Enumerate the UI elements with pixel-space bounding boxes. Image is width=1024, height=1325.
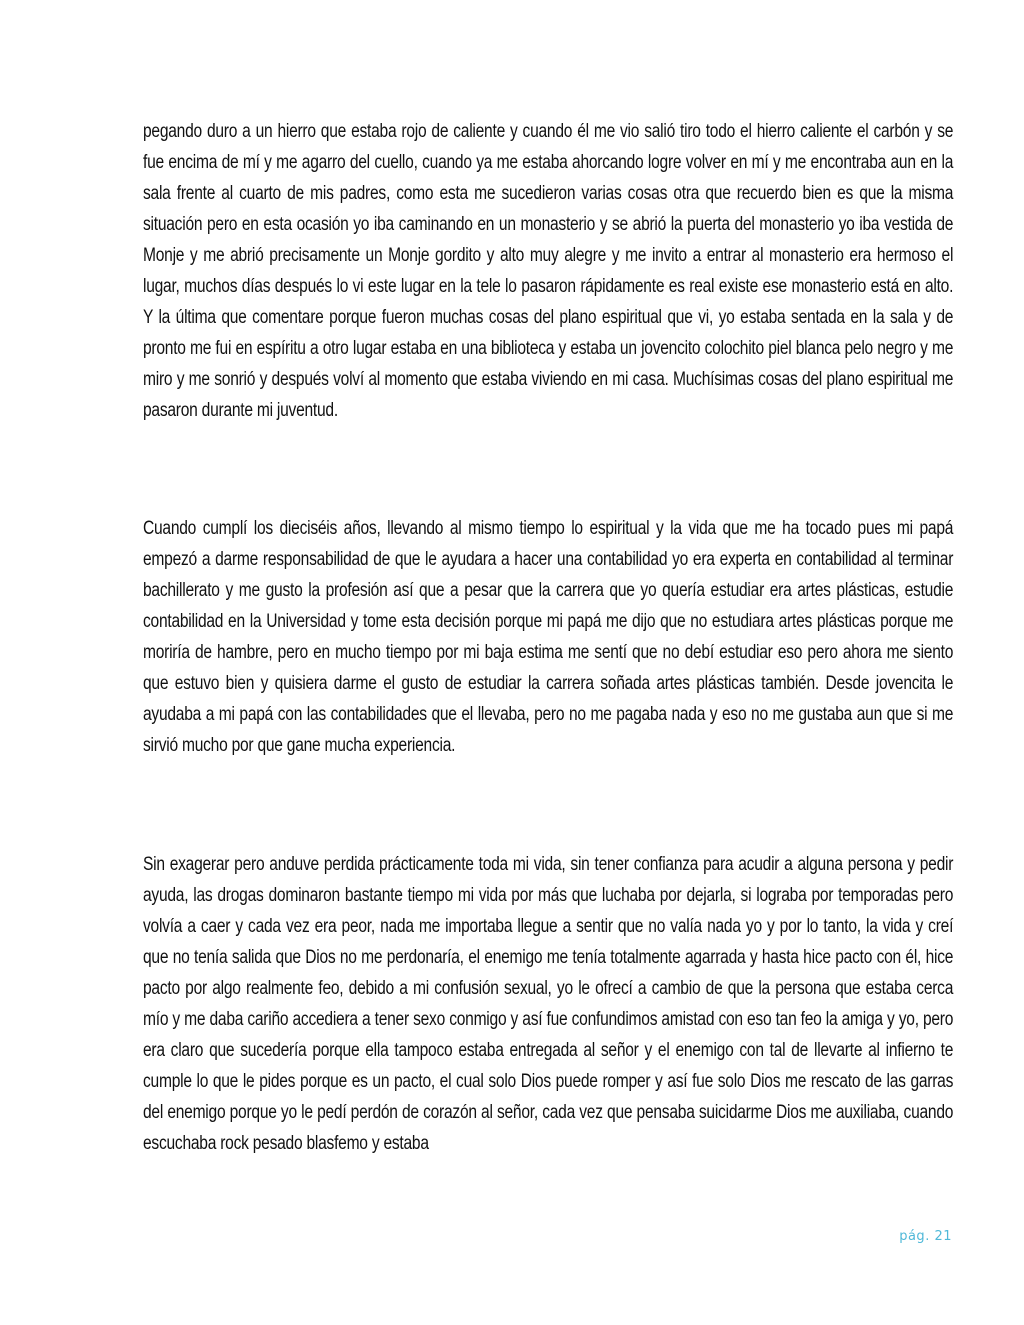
page-number: pág. 21 bbox=[899, 1229, 952, 1244]
paragraph-3 bbox=[143, 849, 953, 1159]
paragraph-text: pegando duro a un hierro que estaba rojo de caliente y cuando él me vio salió tiro todo el hierro caliente el carbón y se fue encima de mí y me agarro del cuello, cuando ya me estaba ahorcando logre volver en mí y me encontraba aun en la sala frente al cuarto de mis padres, como esta me sucedieron varias cosas otra que recuerdo bien es que la misma situación pero en esta ocasión yo iba caminando en un monasterio y se abrió la puerta del monasterio yo iba vestida de Monje y me abrió precisamente un Monje gordito y alto muy alegre y me invito a entrar al monasterio era hermoso el lugar, muchos días después lo vi este lugar en la tele lo pasaron rápidamente es real existe ese monasterio está en alto. Y la última que comentare porque fueron muchas cosas del plano espiritual que vi, yo estaba sentada en la sala y de pronto me fui en espíritu a otro lugar estaba en una biblioteca y estaba un jovencito colochito piel blanca pelo negro y me miro y me sonrió y después volví al momento que estaba viviendo en mi casa. Muchísimas cosas del plano espiritual me pasaron durante mi juventud. bbox=[143, 121, 954, 421]
paragraph-text: Cuando cumplí los dieciséis años, llevando al mismo tiempo lo espiritual y la vida que me ha tocado pues mi papá empezó a darme responsabilidad de que le ayudara a hacer una contabilidad yo era experta en contabilidad al terminar bachillerato y me gusto la profesión así que a pesar que la carrera que yo quería estudiar era artes plásticas, estudie contabilidad en la Universidad y tome esta decisión porque mi papá me dijo que no estudiara artes plásticas porque me moriría de hambre, pero en mucho tiempo por mi baja estima me sentí que no debí estudiar eso pero ahora me siento que estuvo bien y quisiera darme el gusto de estudiar la carrera soñada artes plásticas también. Desde jovencita le ayudaba a mi papá con las contabilidades que el llevaba, pero no me pagaba nada y eso no me gustaba aun que si me sirvió mucho por que gane mucha experiencia. bbox=[143, 518, 954, 756]
paragraph-text: Sin exagerar pero anduve perdida prácticamente toda mi vida, sin tener confianza para acudir a alguna persona y pedir ayuda, las drogas dominaron bastante tiempo mi vida por más que luchaba por dejarla, si lograba por temporadas pero volvía a caer y cada vez era peor, nada me importaba llegue a sentir que no valía nada yo y por lo tanto, la vida y creí que no tenía salida que Dios no me perdonaría, el enemigo me tenía totalmente agarrada y hasta hice pacto con él, hice pacto por algo realmente feo, debido a mi confusión sexual, yo le ofrecí a cambio de que la persona que estaba cerca mío y me daba cariño accediera a tener sexo conmigo y así fue confundimos amistad con eso tan feo la amiga y yo, pero era claro que sucedería porque ella tampoco estaba entregada al señor y el enemigo con tal de llevarte al infierno te cumple lo que le pides porque es un pacto, el cual solo Dios puede romper y así fue solo Dios me rescato de las garras del enemigo porque yo le pedí perdón de corazón al señor, cada vez que pensaba suicidarme Dios me auxiliaba, cuando escuchaba rock pesado blasfemo y estaba bbox=[143, 854, 954, 1154]
paragraph-1 bbox=[143, 116, 953, 426]
paragraph-2 bbox=[143, 513, 953, 761]
